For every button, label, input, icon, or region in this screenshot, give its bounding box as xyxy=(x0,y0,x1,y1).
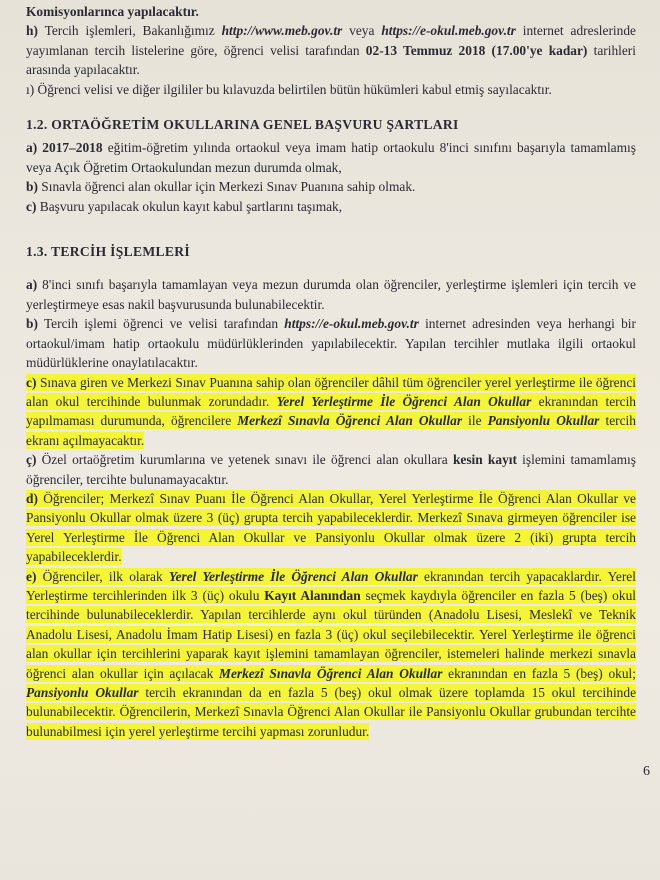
tercih-dates: 02-13 Temmuz 2018 (17.00'ye kadar) xyxy=(365,42,588,58)
section-1-3-title: 1.3. TERCİH İŞLEMLERİ xyxy=(26,244,190,260)
section-1-2-body: a) 2017–2018 eğitim-öğretim yılında ortaokul veya imam hatip ortaokulu 8'inci sınıfını başarıyla tamamlamış veya Açık Öğretim Ortaokulundan mezun durumda olmak, b) Sınavla öğrenci alan okullar için Merkezi Sınav Puanına sahip olmak. c) Başvuru yapılacak okulun kayıt kabul şartlarını taşımak, xyxy=(26,140,636,214)
item-b: b) Tercih işlemi öğrenci ve velisi tarafından https://e-okul.meb.gov.tr internet adresinden veya herhangi bir ortaokul/imam hatip ortaokulu müdürlüklerinden yapılabilecektir. Yapılan tercihler mutlaka ilgili ortaokul müdürlüklerine onaylatılacaktır. xyxy=(26,316,636,371)
page-number: 6 xyxy=(643,764,650,779)
item-d: d) Öğrenciler; Merkezî Sınav Puanı İle Öğrenci Alan Okullar, Yerel Yerleştirme İle Öğrenci Alan Okullar ve Pansiyonlu Okullar olmak üzere 3 (üç) grupta tercih yapabileceklerdir. Merkezî Sınava girmeyen öğrenciler ise Yerel Yerleştirme İle Öğrenci Alan Okullar ve Pansiyonlu Okullar olmak üzere 2 (iki) grupta tercih yapabileceklerdir. xyxy=(26,490,636,565)
e-okul-url-2[interactable]: https://e-okul.meb.gov.tr xyxy=(284,316,419,332)
item-ç: ç) Özel ortaöğretim kurumlarına ve yetenek sınavı ile öğrenci alan okullara kesin kayıt işlemini tamamlamış öğrenciler, tercihte bulunamayacaktır. xyxy=(26,452,636,487)
top-continuation: Komisyonlarınca yapılacaktır. h) Tercih işlemleri, Bakanlığımız http://www.meb.gov.tr veya https://e-okul.meb.gov.tr internet adreslerinde yayımlanan tercih listelerine göre, öğrenci velisi tarafından 02-13 Temmuz 2018 (17.00'ye kadar) tarihleri arasında yapılacaktır. ı) Öğrenci velisi ve diğer ilgililer bu kılavuzda belirtilen bütün hükümleri kabul etmiş sayılacaktır. xyxy=(26,4,636,97)
item-c: c) Sınava giren ve Merkezi Sınav Puanına sahip olan öğrenciler dâhil tüm öğrenciler yerel yerleştirme ile öğrenci alan okul tercihinde bulunmak zorundadır. Yerel Yerleştirme İle Öğrenci Alan Okullar ekranından tercih yapılmaması durumunda, öğrencilere Merkezî Sınavla Öğrenci Alan Okullar ile Pansiyonlu Okullar tercih ekranı açılmayacaktır. xyxy=(26,374,636,448)
item-e: e) Öğrenciler, ilk olarak Yerel Yerleştirme İle Öğrenci Alan Okullar ekranından tercih yapacaklardır. Yerel Yerleştirme tercihlerinden ilk 3 (üç) okulu Kayıt Alanından seçmek kaydıyla öğrenciler en fazla 5 (beş) okul tercihinde bulunabileceklerdir. Yapılan tercihlerde aynı okul türünden (Anadolu Lisesi, Meslekî ve Teknik Anadolu Lisesi, Anadolu İmam Hatip Lisesi) en fazla 3 (üç) okul seçilebilecektir. Yerel Yerleştirme ile öğrenci alan okullar için tercihlerini yaparak kayıt işlemini tamamlayan öğrenciler, istemeleri halinde merkezi sınavla öğrenci alan okullar için açılacak Merkezî Sınavla Öğrenci Alan Okullar ekranından en fazla 5 (beş) okul; Pansiyonlu Okullar tercih ekranından da en fazla 5 (beş) okul olmak üzere toplamda 15 okul tercihinde bulunabilecektir. Öğrencilerin, Merkezî Sınavla Öğrenci Alan Okullar ile Pansiyonlu Okullar grubundan tercihte bulunabilmesi için yerel yerleştirme tercihi yapması zorunludur. xyxy=(26,568,637,739)
e-okul-url[interactable]: https://e-okul.meb.gov.tr xyxy=(381,23,516,39)
section-1-2-title: 1.2. ORTAÖĞRETİM OKULLARINA GENEL BAŞVURU ŞARTLARI xyxy=(26,117,459,133)
item-a: a) 8'inci sınıfı başarıyla tamamlayan veya mezun durumda olan öğrenciler, yerleştirme işlemleri için tercih ve yerleştirmeye esas nakil başvurusunda bulunabilecektir. xyxy=(26,277,637,312)
meb-url[interactable]: http://www.meb.gov.tr xyxy=(221,23,343,39)
